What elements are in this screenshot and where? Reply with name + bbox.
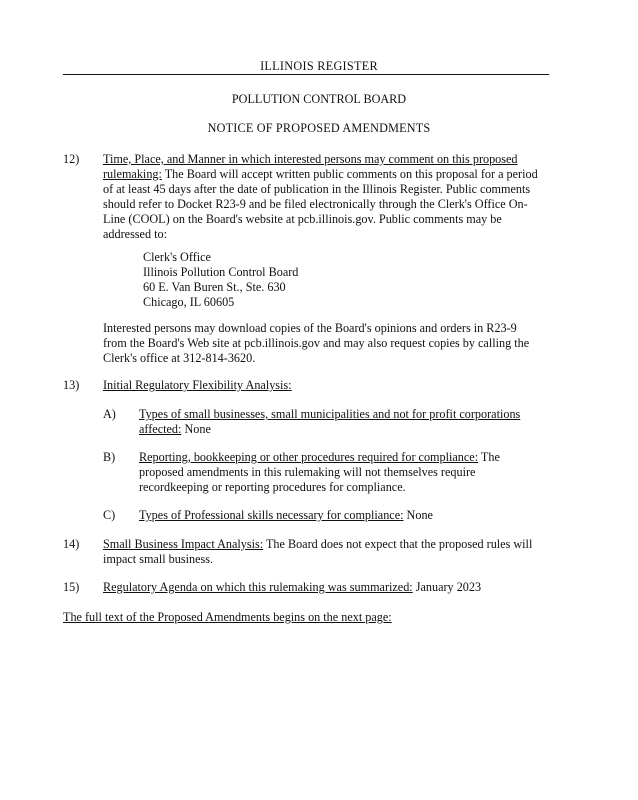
header-divider [63, 74, 549, 75]
item-13-heading [103, 378, 543, 393]
mailing-address [143, 250, 443, 310]
item-12-heading: Time, Place, and Manner in which interested persons may comment on this proposed rulemaking: [103, 152, 518, 181]
item-15-number: 15) [63, 580, 80, 594]
item-13c-paragraph [139, 508, 543, 523]
item-15-paragraph [103, 580, 543, 595]
item-14-heading: Small Business Impact Analysis: [103, 537, 264, 551]
item-13c-letter: C) [103, 508, 116, 522]
item-15-text: January 2023 [412, 580, 482, 594]
register-title: ILLINOIS REGISTER [260, 59, 378, 73]
item-13-heading-text: Initial Regulatory Flexibility Analysis: [103, 378, 292, 392]
download-paragraph: Interested persons may download copies of the Board's opinions and orders in R23-9 from the Board's Web site at pcb.illinois.gov and may also request copies by calling the Clerk's office at 312-814-3620. [103, 321, 530, 365]
item-13a-text: None [181, 422, 211, 436]
item-13a-paragraph [139, 407, 543, 437]
item-13b-heading: Reporting, bookkeeping or other procedures required for compliance: [139, 450, 479, 464]
notice-title: NOTICE OF PROPOSED AMENDMENTS [207, 121, 431, 135]
item-12-paragraph [103, 152, 543, 242]
address-line: Clerk's Office [143, 250, 211, 264]
item-13b-letter: B) [103, 450, 116, 464]
address-line: Illinois Pollution Control Board [143, 265, 299, 279]
item-14-number: 14) [63, 537, 80, 551]
item-13c-text: None [403, 508, 433, 522]
agency-name: POLLUTION CONTROL BOARD [231, 92, 407, 106]
item-12-number: 12) [63, 152, 80, 166]
item-13a-letter: A) [103, 407, 116, 421]
item-15-heading: Regulatory Agenda on which this rulemaking was summarized: [103, 580, 413, 594]
footer-note: The full text of the Proposed Amendments begins on the next page: [63, 610, 392, 624]
item-13b-paragraph [139, 450, 543, 495]
item-12-text: The Board will accept written public comments on this proposal for a period of at least 45 days after the date of publication in the Illinois Register. Public comments should refer to Docket R23-9 and be filed electronically through the Clerk's Office On-Line (COOL) on the Board's website at pcb.illinois.gov. Public comments may be addressed to: [103, 167, 538, 241]
address-line: Chicago, IL 60605 [143, 295, 235, 309]
item-13b-text: The proposed amendments in this rulemaking will not themselves require recordkeeping or reporting procedures for compliance. [139, 450, 500, 494]
item-13a-heading: Types of small businesses, small municipalities and not for profit corporations affected: [139, 407, 521, 436]
item-13c-heading: Types of Professional skills necessary for compliance: [139, 508, 404, 522]
item-14-paragraph [103, 537, 543, 567]
item-14-text: The Board does not expect that the proposed rules will impact small business. [103, 537, 533, 566]
item-13-number: 13) [63, 378, 80, 392]
address-line: 60 E. Van Buren St., Ste. 630 [143, 280, 286, 294]
